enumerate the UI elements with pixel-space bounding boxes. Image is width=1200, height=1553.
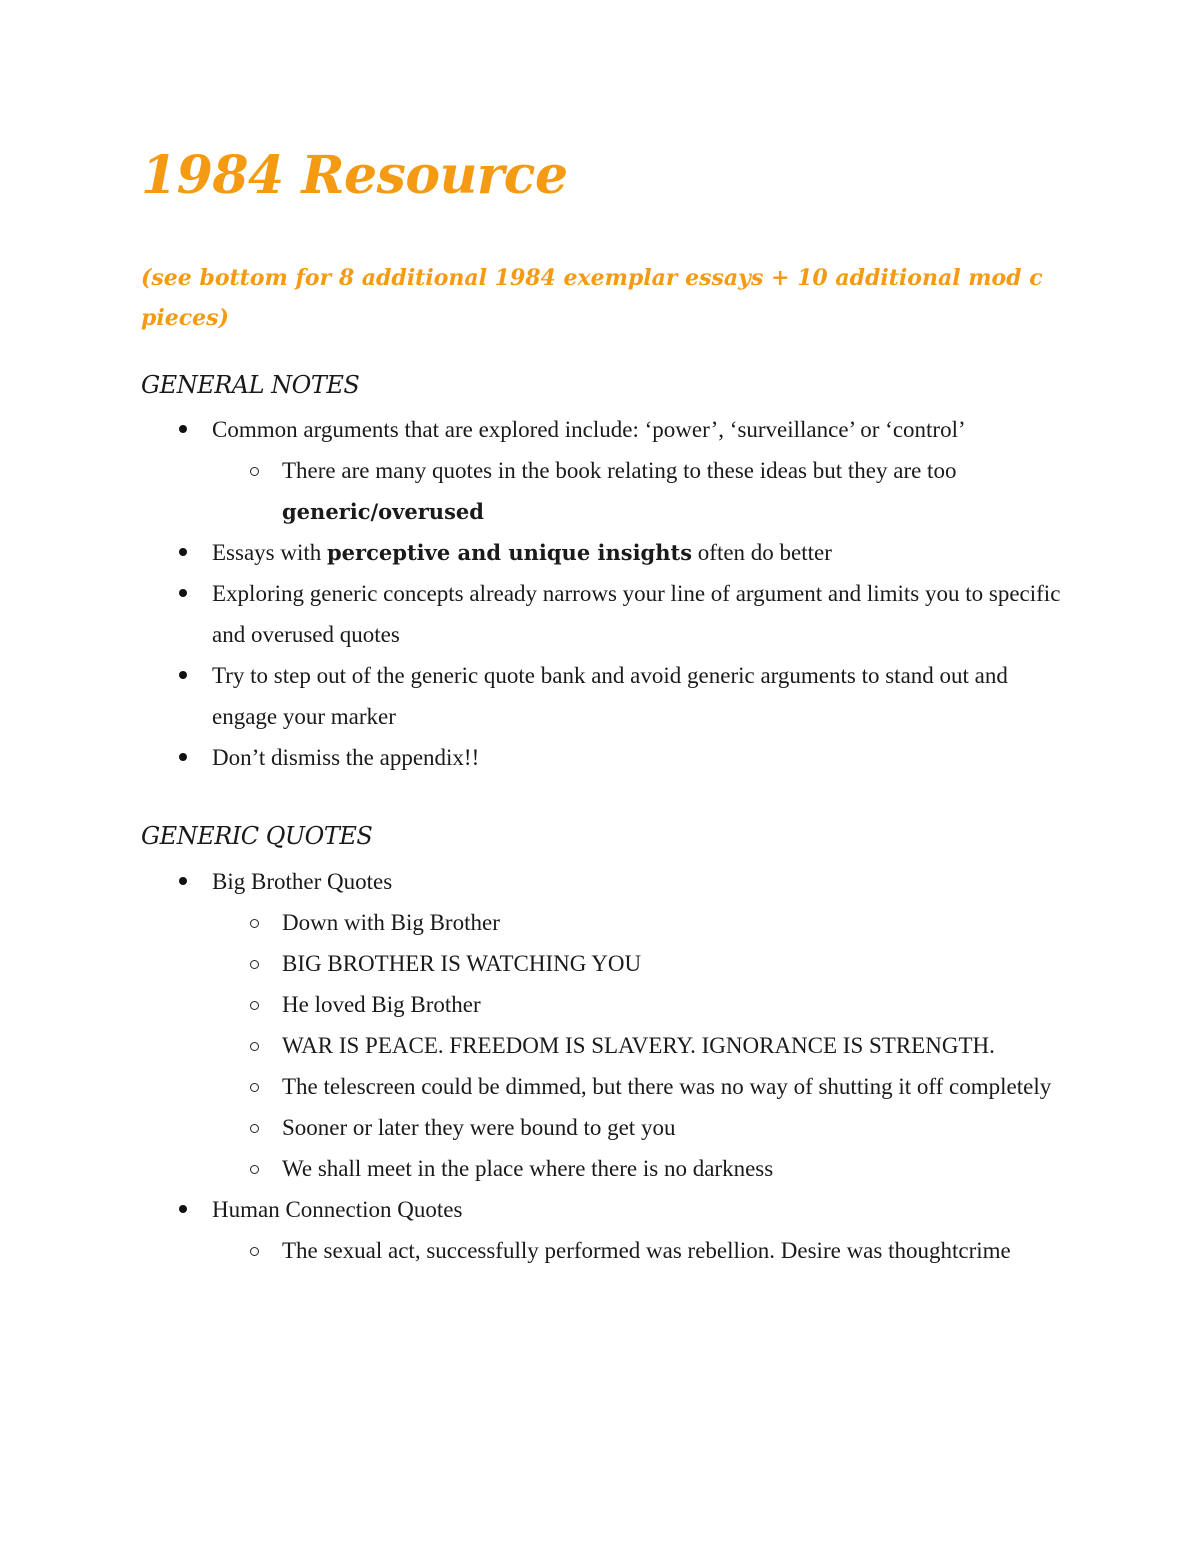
sub-item-bold-text: generic/overused	[282, 499, 484, 524]
quote-text: Down with Big Brother	[282, 910, 500, 935]
hollow-bullet-icon	[247, 902, 261, 943]
bullet-icon	[176, 573, 190, 614]
sub-list-item	[0, 1066, 1052, 1107]
list-item-text: Exploring generic concepts already narrows your line of argument and limits you to specific and overused quotes	[212, 581, 1061, 647]
list-item-text: Don’t dismiss the appendix!!	[212, 745, 480, 770]
list-item	[0, 737, 1062, 778]
list-item-text-after: often do better	[692, 540, 832, 565]
sub-list-item	[0, 450, 1052, 532]
list-item	[0, 409, 1062, 450]
hollow-bullet-icon	[247, 1230, 261, 1271]
sub-list-item	[0, 943, 1052, 984]
sub-list-item	[0, 984, 1052, 1025]
section-heading-general-notes: GENERAL NOTES	[141, 371, 360, 399]
section-heading-generic-quotes: GENERIC QUOTES	[141, 822, 373, 850]
list-item	[0, 532, 1062, 573]
quote-text: We shall meet in the place where there is no darkness	[282, 1156, 774, 1181]
sub-list-item	[0, 902, 1052, 943]
list-item	[0, 1189, 1062, 1230]
generic-quotes-list	[0, 861, 1062, 1271]
bullet-icon	[176, 655, 190, 696]
hollow-bullet-icon	[247, 1025, 261, 1066]
quote-text: The sexual act, successfully performed was rebellion. Desire was thoughtcrime	[282, 1238, 1011, 1263]
list-item	[0, 573, 1062, 655]
hollow-bullet-icon	[247, 1148, 261, 1189]
general-notes-list	[0, 409, 1062, 778]
document-subtitle: (see bottom for 8 additional 1984 exemplar essays + 10 additional mod c pieces)	[141, 265, 1043, 331]
hollow-bullet-icon	[247, 450, 261, 491]
hollow-bullet-icon	[247, 1107, 261, 1148]
hollow-bullet-icon	[247, 943, 261, 984]
bullet-icon	[176, 532, 190, 573]
list-item-text: Essays with	[212, 540, 327, 565]
hollow-bullet-icon	[247, 1066, 261, 1107]
sub-list-item	[0, 1230, 1052, 1271]
sub-item-text: There are many quotes in the book relating to these ideas but they are too	[282, 458, 957, 483]
bullet-icon	[176, 861, 190, 902]
quote-text: He loved Big Brother	[282, 992, 481, 1017]
bullet-icon	[176, 409, 190, 450]
sub-list-item	[0, 1025, 1052, 1066]
list-item-text: Try to step out of the generic quote bank and avoid generic arguments to stand out and engage your marker	[212, 663, 1008, 729]
list-item	[0, 655, 1062, 737]
quote-text: The telescreen could be dimmed, but there was no way of shutting it off completely	[282, 1074, 1052, 1099]
sub-list-item	[0, 1148, 1052, 1189]
bullet-icon	[176, 1189, 190, 1230]
quote-text: BIG BROTHER IS WATCHING YOU	[282, 951, 642, 976]
list-item-text: Common arguments that are explored include: ‘power’, ‘surveillance’ or ‘control’	[212, 417, 966, 442]
list-item-bold-text: perceptive and unique insights	[327, 540, 693, 565]
sub-list-item	[0, 1107, 1052, 1148]
bullet-icon	[176, 737, 190, 778]
list-item-text: Big Brother Quotes	[212, 869, 393, 894]
quote-text: WAR IS PEACE. FREEDOM IS SLAVERY. IGNORANCE IS STRENGTH.	[282, 1033, 995, 1058]
list-item	[0, 861, 1062, 902]
quote-text: Sooner or later they were bound to get you	[282, 1115, 676, 1140]
document-title: 1984 Resource	[141, 145, 568, 206]
hollow-bullet-icon	[247, 984, 261, 1025]
list-item-text: Human Connection Quotes	[212, 1197, 463, 1222]
